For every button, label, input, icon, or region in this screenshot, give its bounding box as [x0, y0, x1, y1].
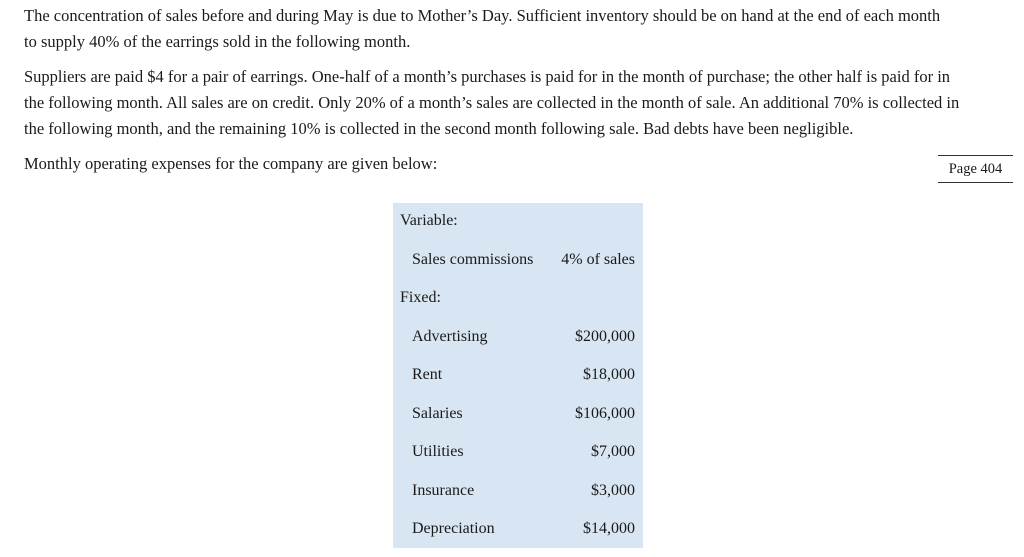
paragraph-line: to supply 40% of the earrings sold in the following month.	[24, 32, 411, 51]
expense-label: Advertising	[412, 328, 488, 345]
table-row	[393, 248, 643, 272]
paragraph-line: The concentration of sales before and during May is due to Mother’s Day. Sufficient inventory should be on hand at the end of each month	[24, 6, 941, 25]
paragraph-line: the following month. All sales are on credit. Only 20% of a month’s sales are collected in the month of sale. An additional 70% is collected in	[24, 93, 960, 112]
table-row	[393, 479, 643, 503]
paragraph-expenses-intro: Monthly operating expenses for the company are given below:	[24, 154, 438, 173]
table-row	[393, 440, 643, 464]
table-row	[393, 363, 643, 387]
page-number-marker: Page 404	[938, 155, 1013, 183]
table-row	[393, 402, 643, 426]
paragraph-line: the following month, and the remaining 10% is collected in the second month following sale. Bad debts have been negligible.	[24, 119, 854, 138]
operating-expenses-table	[393, 203, 643, 548]
expense-label: Sales commissions	[412, 251, 534, 268]
section-label: Fixed:	[400, 289, 441, 306]
expense-label: Insurance	[412, 482, 475, 499]
paragraph-line: Suppliers are paid $4 for a pair of earrings. One-half of a month’s purchases is paid for in the month of purchase; the other half is paid for in	[24, 67, 951, 86]
expense-label: Salaries	[412, 405, 463, 422]
expense-label: Rent	[412, 366, 443, 383]
expense-value: $14,000	[583, 520, 635, 537]
section-label: Variable:	[400, 212, 458, 229]
expense-value: $18,000	[583, 366, 635, 383]
expense-label: Depreciation	[412, 520, 495, 537]
expense-value: 4% of sales	[561, 251, 635, 268]
paragraph-payment-terms	[24, 64, 1016, 142]
paragraph-inventory	[24, 3, 1016, 55]
expense-value: $106,000	[575, 405, 635, 422]
table-row	[393, 517, 643, 541]
table-row	[393, 325, 643, 349]
expense-value: $7,000	[591, 443, 635, 460]
expense-label: Utilities	[412, 443, 464, 460]
section-header-variable	[393, 209, 643, 233]
expense-value: $3,000	[591, 482, 635, 499]
expense-value: $200,000	[575, 328, 635, 345]
section-header-fixed	[393, 286, 643, 310]
